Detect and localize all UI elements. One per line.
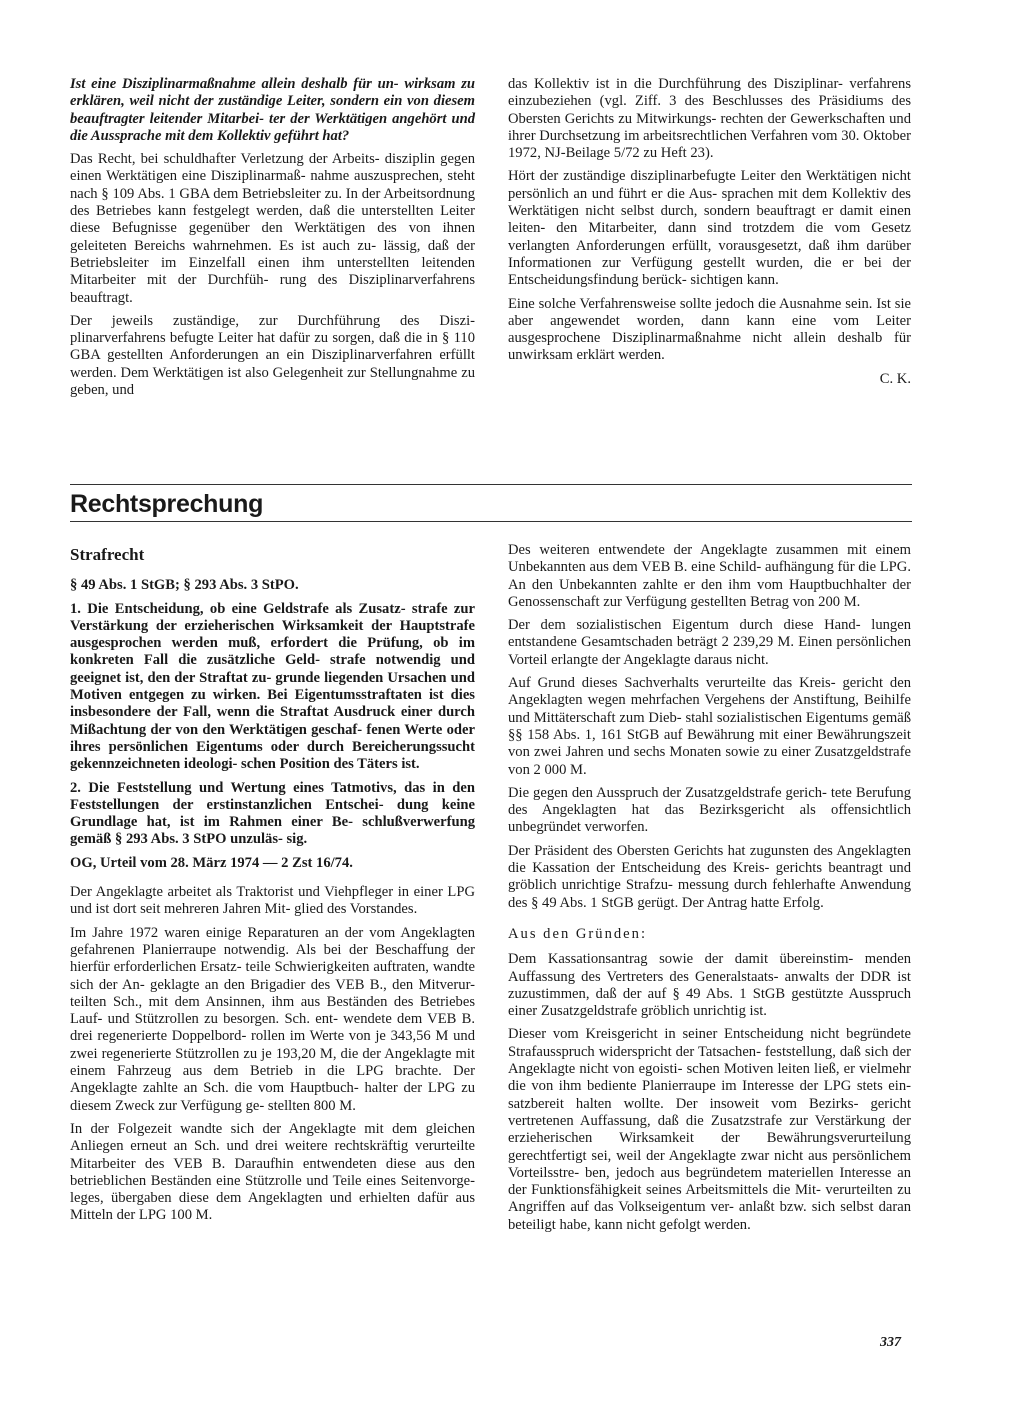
paragraph: Der Präsident des Obersten Gerichts hat zugunsten des Angeklagten die Kassation der Entscheidung des Kreis- gerichts beantragt und gröblich unrichtige Strafzu- messung durch fehlerhafte Anwendung des § 49 Abs. 1 StGB gerügt. Der Antrag hatte Erfolg. — [508, 842, 911, 911]
section-divider-bottom — [70, 521, 912, 522]
paragraph: Der dem sozialistischen Eigentum durch diese Hand- lungen entstandene Gesamtschaden beträgt 2 239,29 M. Einen persönlichen Vorteil erlangte der Angeklagte daraus nicht. — [508, 617, 911, 668]
paragraph: In der Folgezeit wandte sich der Angeklagte mit dem gleichen Anliegen erneut an Sch. und drei weitere rechtskräftig verurteilte Mitarbeiter des VEB B. Daraufhin entwendeten diese aus den betrieblichen Beständen eine Stützrolle und Teile eines Seitenvorge- leges, übergaben diese dem Angeklagten und erhielten dafür aus Mitteln der LPG 100 M. — [70, 1120, 475, 1224]
top-right-column — [508, 76, 911, 394]
paragraph: Die gegen den Ausspruch der Zusatzgeldstrafe gerich- tete Berufung des Angeklagten hat das Bezirksgericht als offensichtlich unbegründet verworfen. — [508, 784, 911, 836]
section-title: Rechtsprechung — [70, 490, 264, 518]
court-reference: OG, Urteil vom 28. März 1974 — 2 Zst 16/74. — [70, 854, 353, 871]
headnote-2: 2. Die Feststellung und Wertung eines Tatmotivs, das in den Feststellungen der erstinstanzlichen Entschei- dung keine Grundlage hat, ist im Rahmen einer Be- schlußverwerfung gemäß § 293 Abs. 3 StPO unzuläs- sig. — [70, 779, 475, 848]
paragraph: Des weiteren entwendete der Angeklagte zusammen mit einem Unbekannten aus dem VEB B. eine Schild- aufhängung für die LPG. An den Unbekannten zahlte er den ihm vom Hauptbuchhalter der Genossenschaft zur Verfügung gestellten Betrag von 200 M. — [508, 542, 911, 610]
author-signature: C. K. — [879, 370, 911, 387]
paragraph: Der Angeklagte arbeitet als Traktorist und Viehpfleger in einer LPG und ist dort seit mehreren Jahren Mit- glied des Vorstandes. — [70, 884, 475, 918]
page-number: 337 — [880, 1335, 901, 1350]
paragraph: Das Recht, bei schuldhafter Verletzung der Arbeits- disziplin gegen einen Werktätigen eine Disziplinarmaß- nahme auszusprechen, steht nach § 109 Abs. 1 GBA dem Betriebsleiter zu. In der Arbeitsordnung des Betriebes kann festgelegt werden, daß die unterstellten Leiter diese Befugnisse gegenüber den Werktätigen des von ihnen geleiteten Bereichs wahrnehmen. Es ist auch zu- lässig, daß der Betriebsleiter im Einzelfall einen ihm unterstellten leitenden Mitarbeiter mit der Durchfüh- rung des Disziplinarverfahrens beauftragt. — [70, 151, 475, 306]
headnote-1: 1. Die Entscheidung, ob eine Geldstrafe als Zusatz- strafe zur Verstärkung der erzieherischen Wirksamkeit der Hauptstrafe ausgesprochen werden muß, erfordert die Prüfung, ob im konkreten Fall die zusätzliche Geld- strafe notwendig und geeignet ist, den der Straftat zu- grunde liegenden Ursachen und Motiven entgegen zu wirken. Bei Eigentumsstraftaten ist dies insbesondere der Fall, wenn die Straftat Ausdruck einer durch Mißachtung der von den Werktätigen geschaf- fenen Werte oder ihres persönlichen Eigentums oder durch Bereicherungssucht gekennzeichneten ideologi- schen Position des Täters ist. — [70, 600, 475, 773]
paragraph: Hört der zuständige disziplinarbefugte Leiter den Werktätigen nicht persönlich an und führt er die Aus- sprachen mit dem Kollektiv des Werktätigen nicht selbst durch, sondern beauftragt er damit einen leiten- den Mitarbeiter, dann sind trotzdem die vom Gesetz verlangten Anforderungen erfüllt, vorausgesetzt, daß ihm darüber Informationen zur Verfügung gestellt wurden, die er bei der Entscheidungsfindung berück- sichtigen kann. — [508, 168, 911, 289]
section-divider-top — [70, 484, 912, 485]
paragraph: Eine solche Verfahrensweise sollte jedoch die Ausnahme sein. Ist sie aber angewendet worden, dann kann eine vom Leiter ausgesprochene Disziplinarmaßnahme nicht allein deshalb für unwirksam erklärt werden. — [508, 295, 911, 364]
reasons-heading: Aus den Gründen: — [508, 925, 648, 942]
paragraph: Der jeweils zuständige, zur Durchführung des Diszi- plinarverfahrens befugte Leiter hat dafür zu sorgen, daß die in § 110 GBA gestellten Anforderungen an ein Disziplinarverfahren erfüllt werden. Dem Werktätigen ist also Gelegenheit zur Stellungnahme zu geben, und — [70, 312, 475, 399]
paragraph: Auf Grund dieses Sachverhalts verurteilte das Kreis- gericht den Angeklagten wegen mehrfachen Vergehens der Anstiftung, Beihilfe und Mittäterschaft zum Dieb- stahl sozialistischen Eigentums gemäß §§ 158 Abs. 1, 161 StGB auf Bewährung mit einer Bewährungszeit von zwei Jahren und sechs Monaten sowie zu einer Zusatzgeldstrafe von 2 000 M. — [508, 675, 911, 778]
bottom-right-column — [508, 542, 911, 1240]
paragraph: Im Jahre 1972 waren einige Reparaturen an der vom Angeklagten gefahrenen Planierraupe notwendig. Als bei der Beschaffung der hierfür erforderlichen Ersatz- teile Schwierigkeiten auftraten, wandte sich der An- geklagte an den Brigadier des VEB B., den Mitverur- teilten Sch., mit dem Ansinnen, ihm aus Beständen des Betriebes Lauf- und Stützrollen zu besorgen. Sch. ent- wendete dem VEB B. drei regenerierte Doppelbord- rollen im Werte von je 343,56 M und zwei regenerierte Stützrollen zu je 193,20 M, die der Angeklagte mit einem Fahrzeug aus dem Betrieb in die LPG brachte. Der Angeklagte zahlte an Sch. die vom Hauptbuch- halter der LPG zu diesem Zweck zur Verfügung ge- stellten 800 M. — [70, 924, 475, 1114]
bottom-left-column — [70, 542, 475, 1231]
legal-citation: § 49 Abs. 1 StGB; § 293 Abs. 3 StPO. — [70, 577, 299, 594]
paragraph: Dem Kassationsantrag sowie der damit übereinstim- menden Auffassung des Vertreters des Generalstaats- anwalts der DDR ist zuzustimmen, daß der auf § 49 Abs. 1 StGB gestützte Ausspruch einer Zusatzgeldstrafe gröblich unrichtig ist. — [508, 951, 911, 1020]
subsection-title: Strafrecht — [70, 545, 145, 564]
question-text: Ist eine Disziplinarmaßnahme allein deshalb für un- wirksam zu erklären, weil nicht der zuständige Leiter, sondern ein von diesem beauftragter leitender Mitarbei- ter der Werktätigen angehört und die Aussprache mit dem Kollektiv geführt hat? — [70, 76, 475, 144]
paragraph: das Kollektiv ist in die Durchführung des Disziplinar- verfahrens einzubeziehen (vgl. Ziff. 3 des Beschlusses des Präsidiums des Obersten Gerichts zu Mitwirkungs- rechten der Gewerkschaften und ihrer Durchsetzung im arbeitsrechtlichen Verfahren vom 30. Oktober 1972, NJ-Beilage 5/72 zu Heft 23). — [508, 76, 911, 162]
top-left-column — [70, 76, 475, 405]
paragraph: Dieser vom Kreisgericht in seiner Entscheidung nicht begründete Strafausspruch widerspricht der Tatsachen- feststellung, daß sich der Angeklagte nicht von egoisti- schen Motiven leiten ließ, er vielmehr die von ihm bediente Planierraupe im Interesse der LPG stets ein- satzbereit halten wollte. Der insoweit vom Bezirks- gericht vertretenen Auffassung, daß die Zusatzstrafe zur Verstärkung der erzieherischen Wirksamkeit der Bewährungsverurteilung gerechtfertigt sei, weil der Angeklagte zwar nicht aus persönlichem Vorteilsstre- ben, jedoch aus begründetem materiellen Interesse an der Funktionsfähigkeit seines Arbeitsmittels die Mit- verurteilten zu Angriffen auf das Volkseigentum ver- anlaßt bzw. sich selbst daran beteiligt habe, kann nicht gefolgt werden. — [508, 1026, 911, 1233]
